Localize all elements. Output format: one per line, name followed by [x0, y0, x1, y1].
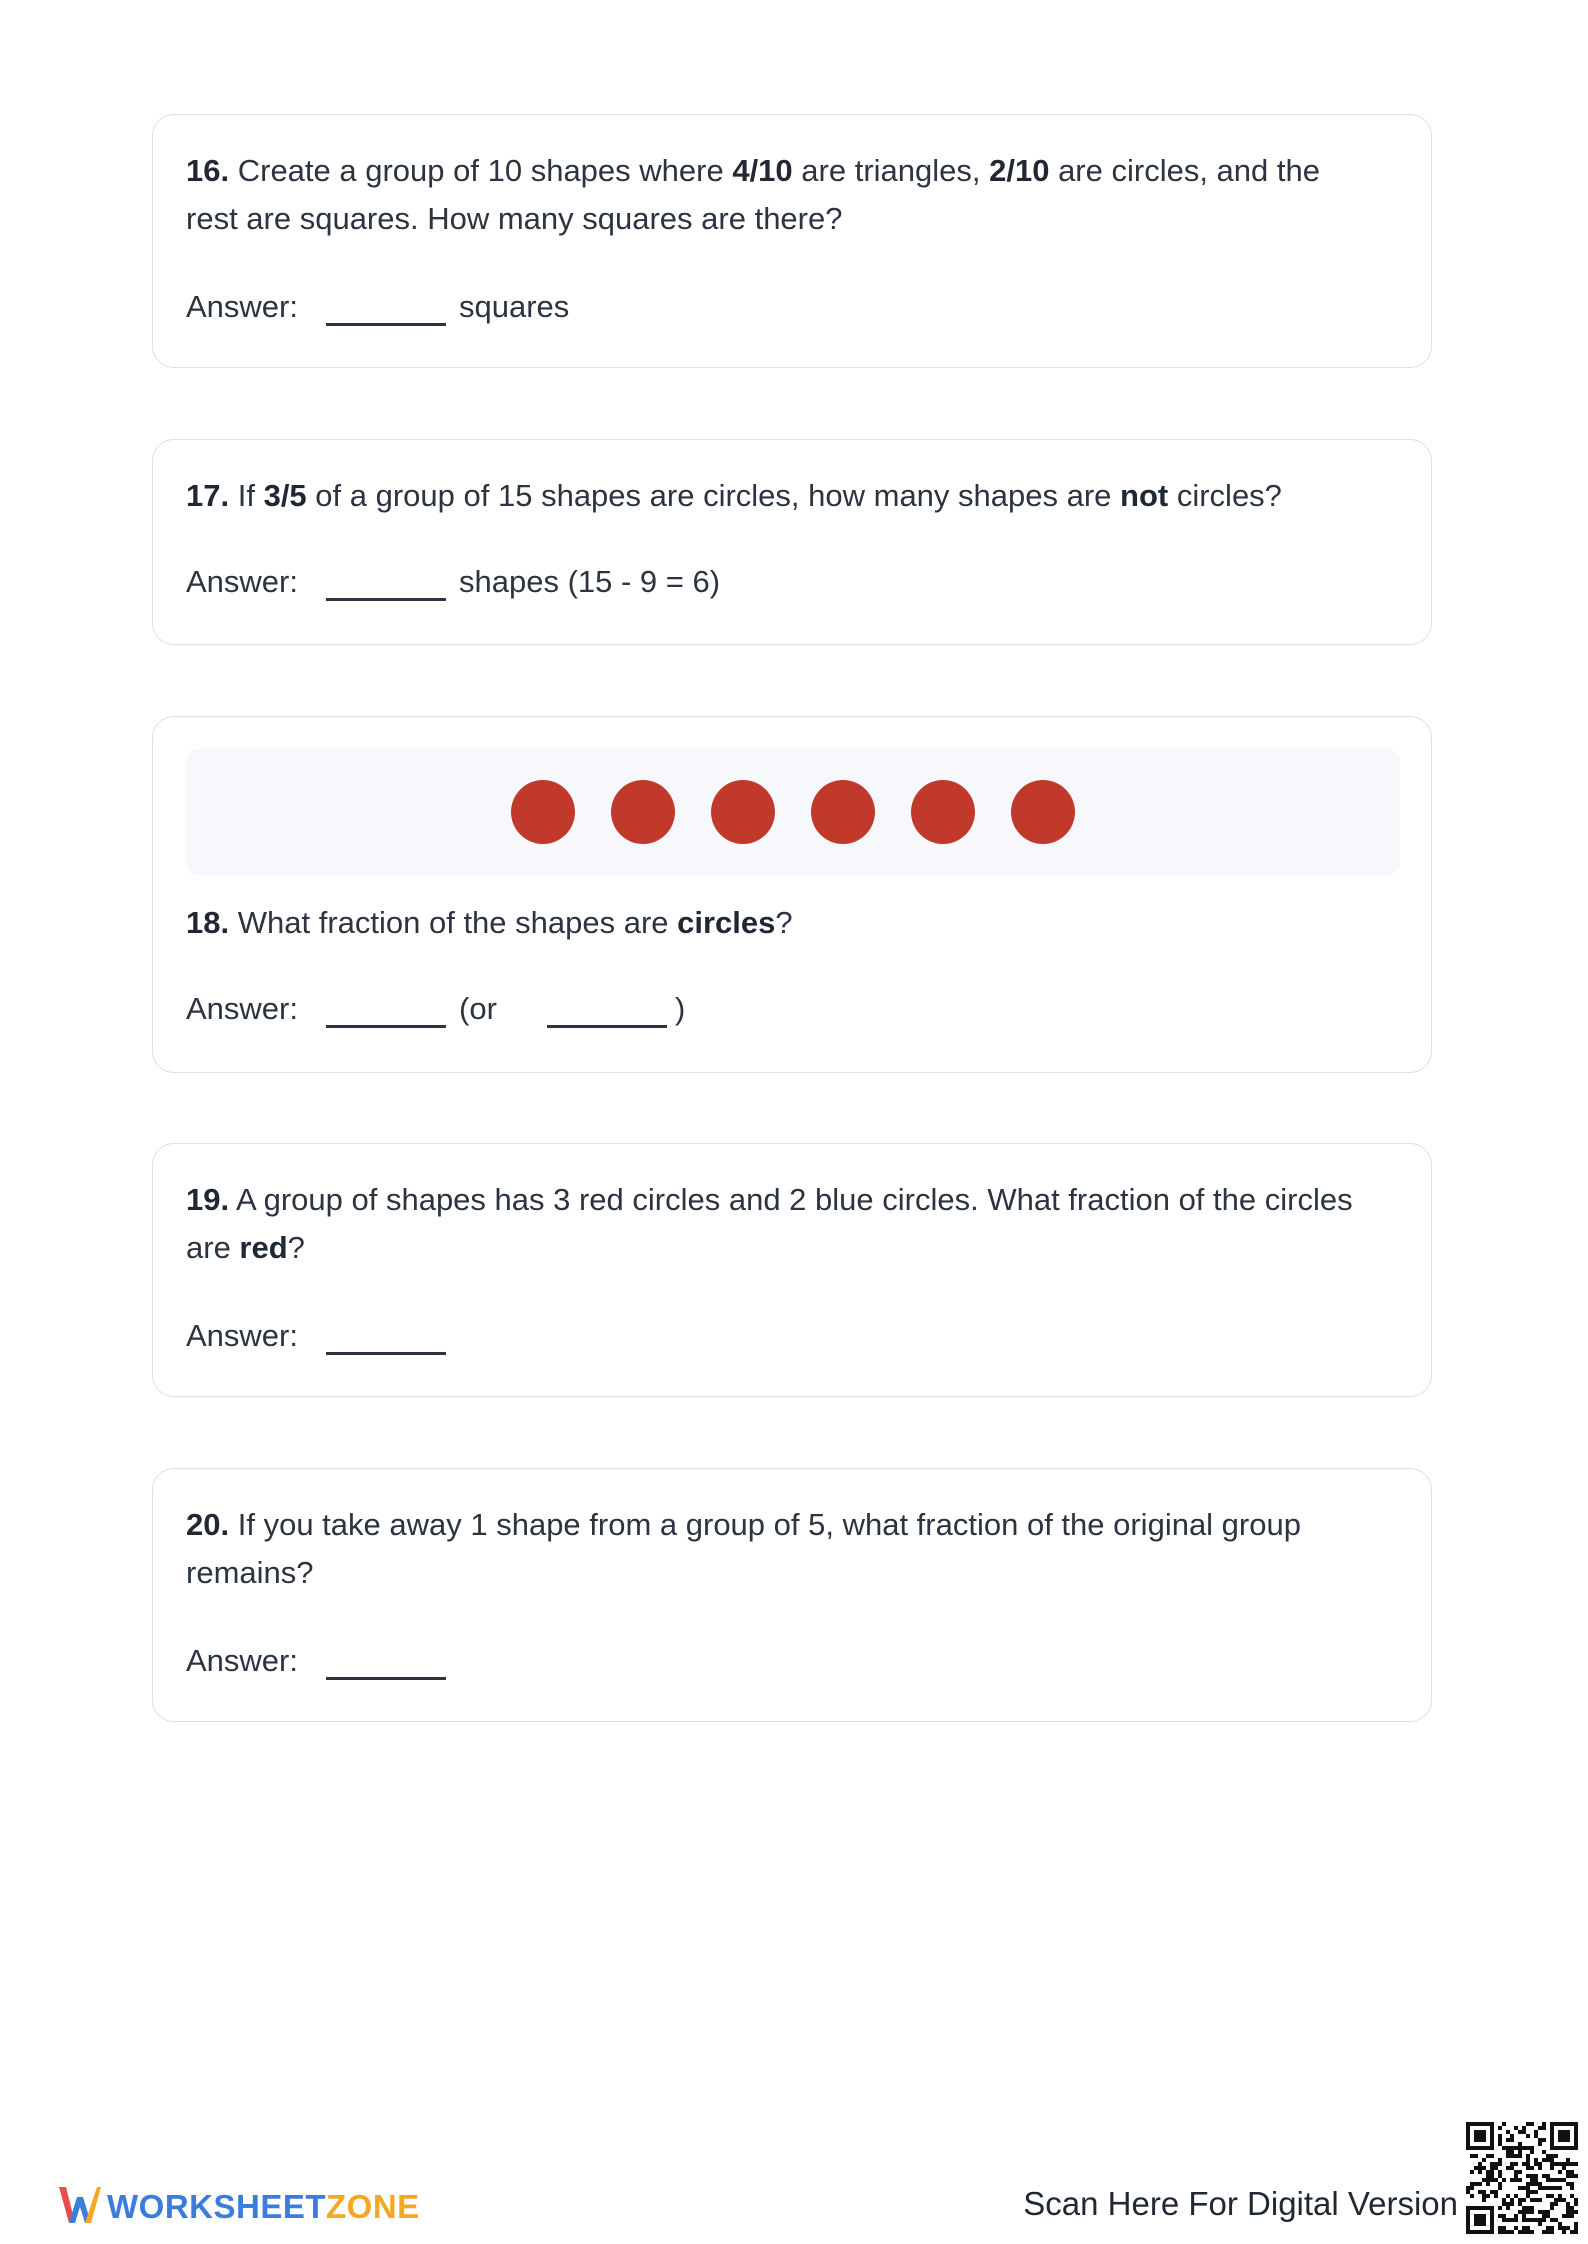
answer-blank[interactable]: [326, 598, 446, 601]
question-text: 20. If you take away 1 shape from a group of 5, what fraction of the original group remains?: [186, 1507, 1301, 1590]
answer-suffix: shapes (15 - 9 = 6): [459, 564, 721, 599]
worksheetzone-logo-icon: [57, 2177, 101, 2233]
answer-label: Answer:: [186, 1643, 298, 1678]
question-number: 19.: [186, 1182, 230, 1217]
circle-shape: [511, 780, 575, 844]
answer-blank[interactable]: [326, 1352, 446, 1355]
circle-shape: [711, 780, 775, 844]
question-text: 18. What fraction of the shapes are circles?: [186, 905, 793, 940]
shape-strip: [186, 749, 1400, 875]
answer-blank[interactable]: [326, 1677, 446, 1680]
answer-or-text: (or: [459, 991, 497, 1026]
answer-close-paren: ): [675, 991, 686, 1026]
circle-shape: [811, 780, 875, 844]
question-number: 18.: [186, 905, 230, 940]
answer-blank-alt[interactable]: [547, 1025, 667, 1028]
answer-label: Answer:: [186, 1318, 298, 1353]
answer-label: Answer:: [186, 564, 298, 599]
answer-suffix: squares: [459, 289, 570, 324]
circle-shape: [611, 780, 675, 844]
qr-code-icon: [1466, 2122, 1578, 2234]
circle-shape: [911, 780, 975, 844]
question-card-20: [152, 1468, 1432, 1722]
circle-shape: [1011, 780, 1075, 844]
brand-name: WORKSHEETZONE: [107, 2188, 420, 2225]
question-card-16: [152, 114, 1432, 368]
question-card-17: [152, 439, 1432, 645]
question-text: 19. A group of shapes has 3 red circles and 2 blue circles. What fraction of the circles are red?: [186, 1182, 1353, 1265]
scan-caption: Scan Here For Digital Version: [1023, 2185, 1458, 2222]
question-number: 16.: [186, 153, 230, 188]
question-text: 17. If 3/5 of a group of 15 shapes are circles, how many shapes are not circles?: [186, 478, 1282, 513]
question-number: 17.: [186, 478, 230, 513]
question-card-18: [152, 716, 1432, 1073]
answer-blank[interactable]: [326, 1025, 446, 1028]
question-card-19: [152, 1143, 1432, 1397]
question-number: 20.: [186, 1507, 230, 1542]
question-text: 16. Create a group of 10 shapes where 4/10 are triangles, 2/10 are circles, and the rest are squares. How many squares are there?: [186, 153, 1320, 236]
answer-blank[interactable]: [326, 323, 446, 326]
answer-label: Answer:: [186, 991, 298, 1026]
answer-label: Answer:: [186, 289, 298, 324]
